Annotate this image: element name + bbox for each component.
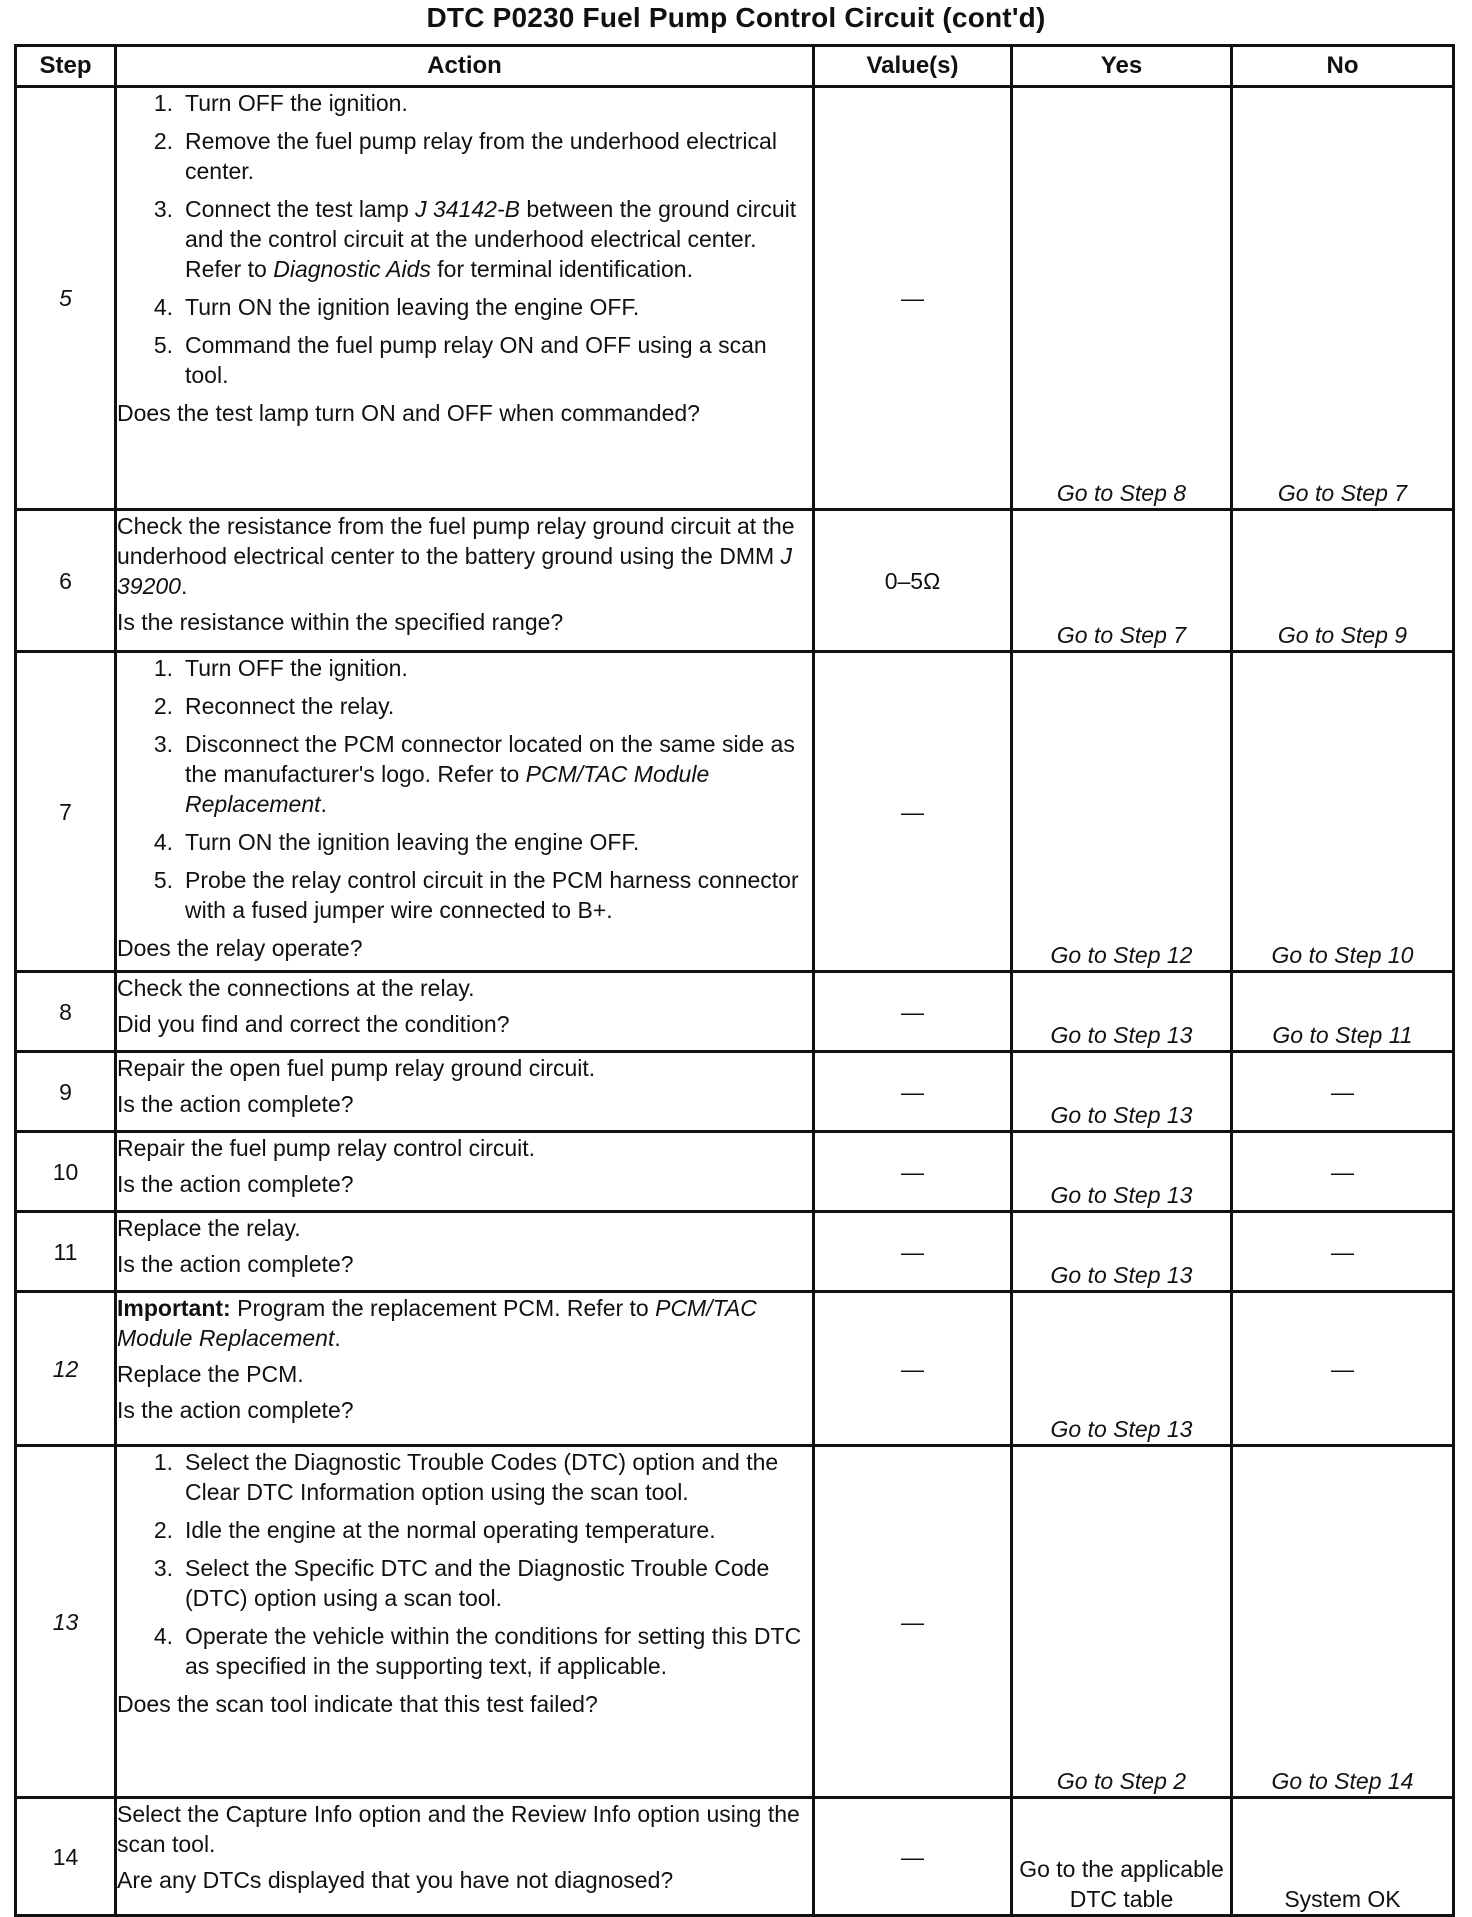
no-cell: —	[1232, 1212, 1454, 1292]
table-row-step-11	[16, 1212, 1454, 1292]
list-item: 4. Operate the vehicle within the conditions for setting this DTC as specified in the supporting text, if applicable.	[153, 1623, 802, 1679]
yes-cell: Go to Step 13	[1012, 1052, 1232, 1132]
action-question: Is the action complete?	[117, 1091, 354, 1117]
action-question: Are any DTCs displayed that you have not diagnosed?	[117, 1867, 674, 1893]
action-text: Repair the fuel pump relay control circuit.	[117, 1135, 536, 1161]
list-item: 2. Reconnect the relay.	[153, 693, 395, 719]
step-number: 12	[16, 1292, 116, 1446]
action-text: Replace the relay.	[117, 1215, 301, 1241]
yes-cell: Go to Step 7	[1012, 510, 1232, 652]
list-item: 1. Turn OFF the ignition.	[153, 90, 408, 116]
action-question: Does the scan tool indicate that this test failed?	[117, 1691, 598, 1717]
list-item: 3. Disconnect the PCM connector located on the same side as the manufacturer's logo. Refer to PCM/TAC Module Replacement.	[153, 731, 795, 817]
no-cell: Go to Step 10	[1232, 652, 1454, 972]
step-number: 10	[16, 1132, 116, 1212]
value-cell: —	[814, 652, 1012, 972]
action-cell	[116, 1212, 814, 1292]
value-cell: —	[814, 87, 1012, 510]
step-number: 11	[16, 1212, 116, 1292]
action-cell	[116, 1052, 814, 1132]
action-text: Check the connections at the relay.	[117, 975, 475, 1001]
section-reference: PCM/TAC Module Replacement	[185, 761, 710, 817]
no-cell: —	[1232, 1052, 1454, 1132]
no-cell: Go to Step 9	[1232, 510, 1454, 652]
list-item: 4. Turn ON the ignition leaving the engine OFF.	[153, 829, 640, 855]
table-row-step-7	[16, 652, 1454, 972]
yes-cell: Go to Step 8	[1012, 87, 1232, 510]
header-no: No	[1232, 46, 1454, 87]
table-row-step-10	[16, 1132, 1454, 1212]
header-values: Value(s)	[814, 46, 1012, 87]
value-cell: —	[814, 1212, 1012, 1292]
table-row-step-9	[16, 1052, 1454, 1132]
header-action: Action	[116, 46, 814, 87]
value-cell: —	[814, 1446, 1012, 1798]
value-cell: 0–5Ω	[814, 510, 1012, 652]
action-question: Is the action complete?	[117, 1397, 354, 1423]
yes-cell: Go to Step 13	[1012, 1212, 1232, 1292]
table-row-step-5	[16, 87, 1454, 510]
list-item: 4. Turn ON the ignition leaving the engine OFF.	[153, 294, 640, 320]
yes-cell: Go to Step 13	[1012, 972, 1232, 1052]
value-cell: —	[814, 1052, 1012, 1132]
action-cell	[116, 1292, 814, 1446]
list-item: 5. Command the fuel pump relay ON and OFF using a scan tool.	[153, 332, 767, 388]
action-cell	[116, 510, 814, 652]
action-question: Does the test lamp turn ON and OFF when commanded?	[117, 400, 700, 426]
step-number: 13	[16, 1446, 116, 1798]
list-item: 3. Select the Specific DTC and the Diagnostic Trouble Code (DTC) option using a scan tool.	[153, 1555, 770, 1611]
list-item: 1. Turn OFF the ignition.	[153, 655, 408, 681]
instruction-list	[117, 88, 812, 390]
step-number: 14	[16, 1798, 116, 1916]
yes-cell: Go to Step 2	[1012, 1446, 1232, 1798]
no-cell: —	[1232, 1132, 1454, 1212]
list-item: 2. Remove the fuel pump relay from the underhood electrical center.	[153, 128, 777, 184]
table-row-step-12	[16, 1292, 1454, 1446]
table-header-row	[16, 46, 1454, 87]
no-cell: System OK	[1232, 1798, 1454, 1916]
action-text: Repair the open fuel pump relay ground circuit.	[117, 1055, 596, 1081]
value-cell: —	[814, 1292, 1012, 1446]
section-reference: PCM/TAC Module Replacement	[117, 1295, 757, 1351]
important-label: Important:	[117, 1295, 231, 1321]
action-cell	[116, 87, 814, 510]
action-cell	[116, 652, 814, 972]
list-item: 3. Connect the test lamp J 34142-B between the ground circuit and the control circuit at the underhood electrical center. Refer to Diagnostic Aids for terminal identification.	[153, 196, 797, 282]
step-number: 9	[16, 1052, 116, 1132]
tool-reference: J 39200	[117, 543, 793, 599]
no-cell: —	[1232, 1292, 1454, 1446]
action-question: Is the action complete?	[117, 1251, 354, 1277]
tool-reference: J 34142-B	[415, 196, 520, 222]
value-cell: —	[814, 1798, 1012, 1916]
list-item: 2. Idle the engine at the normal operating temperature.	[153, 1517, 716, 1543]
action-text: Replace the PCM.	[117, 1361, 304, 1387]
action-text: Select the Capture Info option and the Review Info option using the scan tool.	[117, 1801, 800, 1857]
step-number: 8	[16, 972, 116, 1052]
table-row-step-8	[16, 972, 1454, 1052]
instruction-list	[117, 653, 812, 925]
list-item: 5. Probe the relay control circuit in the PCM harness connector with a fused jumper wire connected to B+.	[153, 867, 799, 923]
action-text: Check the resistance from the fuel pump relay ground circuit at the underhood electrical center to the battery ground using the DMM J 39200.	[117, 513, 795, 599]
table-row-step-14	[16, 1798, 1454, 1916]
table-row-step-13	[16, 1446, 1454, 1798]
instruction-list	[117, 1447, 812, 1681]
action-cell	[116, 1446, 814, 1798]
action-question: Is the resistance within the specified range?	[117, 609, 564, 635]
step-number: 5	[16, 87, 116, 510]
yes-cell: Go to Step 13	[1012, 1292, 1232, 1446]
yes-cell: Go to Step 12	[1012, 652, 1232, 972]
section-reference: Diagnostic Aids	[273, 256, 431, 282]
action-cell	[116, 1798, 814, 1916]
action-cell	[116, 1132, 814, 1212]
no-cell: Go to Step 14	[1232, 1446, 1454, 1798]
action-cell	[116, 972, 814, 1052]
page-title: DTC P0230 Fuel Pump Control Circuit (cont'd)	[426, 2, 1046, 33]
yes-cell: Go to Step 13	[1012, 1132, 1232, 1212]
no-cell: Go to Step 11	[1232, 972, 1454, 1052]
action-question: Is the action complete?	[117, 1171, 354, 1197]
action-question: Did you find and correct the condition?	[117, 1011, 510, 1037]
header-yes: Yes	[1012, 46, 1232, 87]
important-note: Important: Program the replacement PCM. Refer to PCM/TAC Module Replacement.	[117, 1295, 757, 1351]
no-cell: Go to Step 7	[1232, 87, 1454, 510]
action-question: Does the relay operate?	[117, 935, 363, 961]
header-step: Step	[16, 46, 116, 87]
table-row-step-6	[16, 510, 1454, 652]
list-item: 1. Select the Diagnostic Trouble Codes (DTC) option and the Clear DTC Information option using the scan tool.	[153, 1449, 779, 1505]
value-cell: —	[814, 972, 1012, 1052]
value-cell: —	[814, 1132, 1012, 1212]
yes-cell: Go to the applicable DTC table	[1012, 1798, 1232, 1916]
diagnostic-table	[14, 44, 1455, 1917]
step-number: 7	[16, 652, 116, 972]
step-number: 6	[16, 510, 116, 652]
